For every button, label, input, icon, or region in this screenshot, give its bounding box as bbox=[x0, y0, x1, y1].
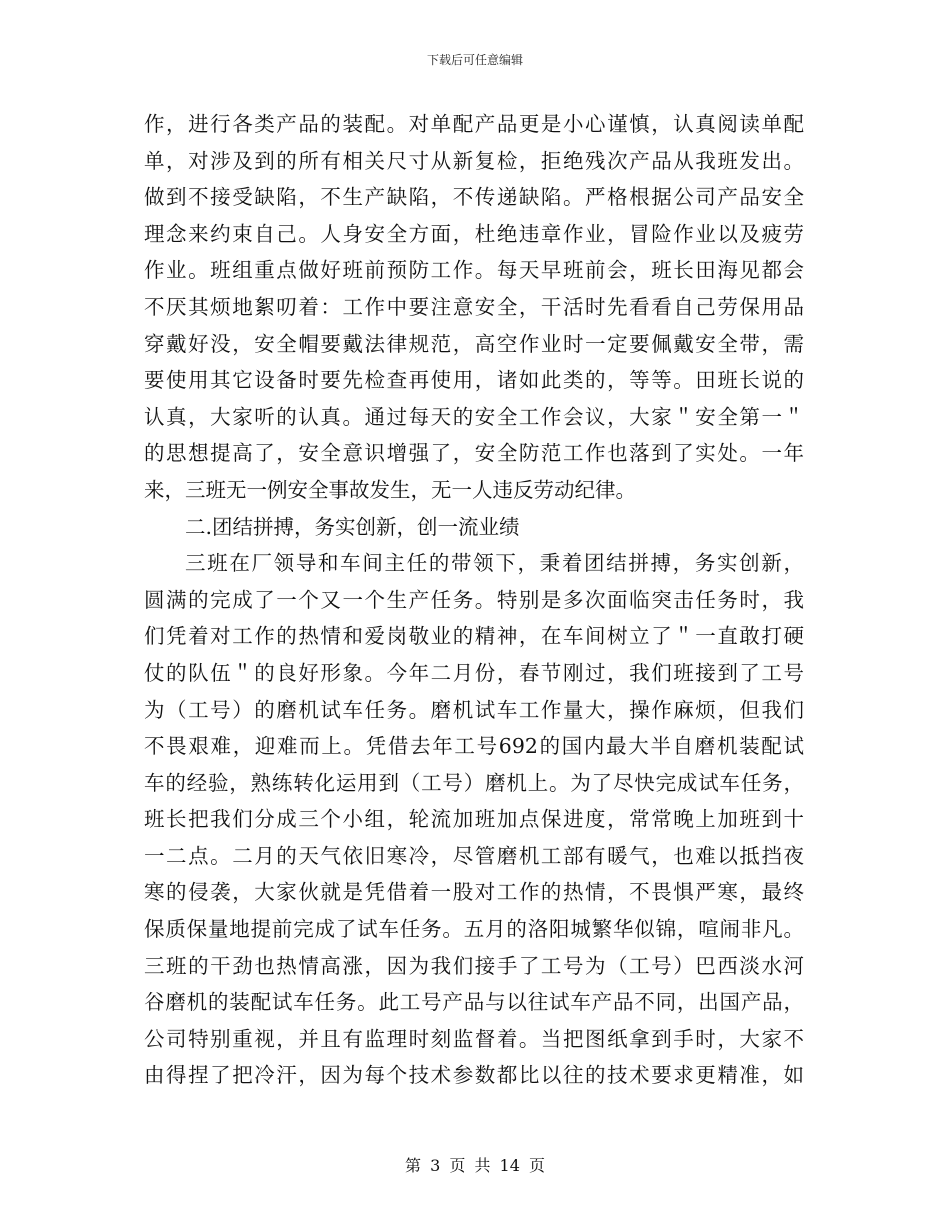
paragraph-line: 二.团结拼搏，务实创新，创一流业绩 bbox=[185, 514, 520, 539]
document-body bbox=[144, 106, 804, 1094]
paragraph-line: 由得捏了把冷汗，因为每个技术参数都比以往的技术要求更精准，如 bbox=[144, 1063, 804, 1088]
page-header: 下载后可任意编辑 bbox=[426, 53, 523, 67]
paragraph-line: 车的经验，熟练转化运用到（工号）磨机上。为了尽快完成试车任务， bbox=[144, 770, 804, 795]
paragraph-line: 来，三班无一例安全事故发生，无一人违反劳动纪律。 bbox=[144, 477, 636, 502]
paragraph-line: 理念来约束自己。人身安全方面，杜绝违章作业，冒险作业以及疲劳 bbox=[144, 221, 804, 246]
paragraph-line: 穿戴好没，安全帽要戴法律规范，高空作业时一定要佩戴安全带，需 bbox=[144, 331, 804, 356]
paragraph-line: 做到不接受缺陷，不生产缺陷，不传递缺陷。严格根据公司产品安全 bbox=[144, 185, 804, 210]
paragraph-line: 公司特别重视，并且有监理时刻监督着。当把图纸拿到手时，大家不 bbox=[144, 1026, 804, 1051]
paragraph-line: 保质保量地提前完成了试车任务。五月的洛阳城繁华似锦，喧闹非凡。 bbox=[144, 917, 804, 942]
page-footer: 第 3 页 共 14 页 bbox=[405, 1156, 545, 1175]
paragraph-line: 不畏艰难，迎难而上。凭借去年工号692的国内最大半自磨机装配试 bbox=[144, 734, 804, 759]
paragraph-line: 一二点。二月的天气依旧寒冷，尽管磨机工部有暖气，也难以抵挡夜 bbox=[144, 843, 804, 868]
paragraph-line: 作业。班组重点做好班前预防工作。每天早班前会，班长田海见都会 bbox=[144, 258, 804, 283]
paragraph-line: 认真，大家听的认真。通过每天的安全工作会议，大家＂安全第一＂ bbox=[144, 404, 804, 429]
paragraph-line: 三班在厂领导和车间主任的带领下，秉着团结拼搏，务实创新， bbox=[185, 551, 804, 576]
paragraph-line: 不厌其烦地絮叨着：工作中要注意安全，干活时先看看自己劳保用品 bbox=[144, 294, 804, 319]
paragraph-line: 作，进行各类产品的装配。对单配产品更是小心谨慎，认真阅读单配 bbox=[144, 112, 804, 136]
paragraph-line: 仗的队伍＂的良好形象。今年二月份，春节刚过，我们班接到了工号 bbox=[144, 660, 804, 685]
paragraph-line: 们凭着对工作的热情和爱岗敬业的精神，在车间树立了＂一直敢打硬 bbox=[144, 624, 804, 649]
paragraph-line: 谷磨机的装配试车任务。此工号产品与以往试车产品不同，出国产品， bbox=[144, 990, 804, 1015]
paragraph-line: 为（工号）的磨机试车任务。磨机试车工作量大，操作麻烦，但我们 bbox=[144, 697, 804, 722]
paragraph-line: 寒的侵袭，大家伙就是凭借着一股对工作的热情，不畏惧严寒，最终 bbox=[144, 880, 804, 905]
paragraph-line: 三班的干劲也热情高涨，因为我们接手了工号为（工号）巴西淡水河 bbox=[144, 953, 804, 978]
paragraph-line: 的思想提高了，安全意识增强了，安全防范工作也落到了实处。一年 bbox=[144, 441, 804, 466]
paragraph-line: 班长把我们分成三个小组，轮流加班加点保进度，常常晚上加班到十 bbox=[144, 807, 804, 832]
paragraph-line: 要使用其它设备时要先检查再使用，诸如此类的，等等。田班长说的 bbox=[144, 368, 804, 393]
paragraph-line: 圆满的完成了一个又一个生产任务。特别是多次面临突击任务时，我 bbox=[144, 587, 804, 612]
paragraph-line: 单，对涉及到的所有相关尺寸从新复检，拒绝残次产品从我班发出。 bbox=[144, 148, 804, 173]
